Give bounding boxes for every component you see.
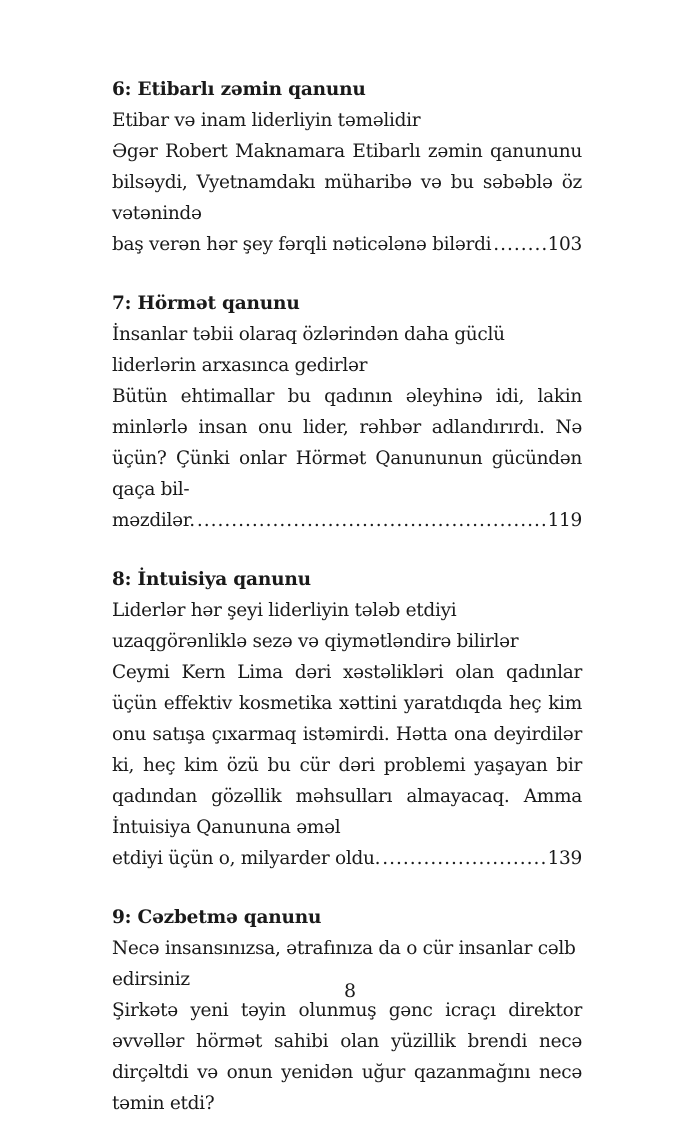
leader-dots (197, 505, 546, 536)
law-subtitle: Etibar və inam liderliyin təməlidir (112, 110, 421, 131)
law-description-end: məzdilər. (112, 510, 195, 531)
toc-leader-line (112, 505, 582, 536)
law-subtitle: Necə insansınızsa, ətrafınıza da o cür insanlar cəlb edirsiniz (112, 938, 576, 990)
law-title: 9: Cəzbetmə qanunu (112, 907, 322, 928)
law-description: Bütün ehtimallar bu qadının əleyhinə idi, lakin minlərlə insan onu lider, rəhbər adlandırırdı. Nə üçün? Çünki onlar Hörmət Qanununun gücündən qaça bil- (112, 386, 582, 500)
law-description: Ceymi Kern Lima dəri xəstəlikləri olan qadınlar üçün effektiv kosmetika xəttini yaratdıqda heç kim onu satışa çıxarmaq istəmirdi. Hətta ona deyirdilər ki, heç kim özü bu cür dəri problemi yaşayan bir qadından gözəllik məhsulları almayacaq. Amma İntuisiya Qanununa əməl (112, 662, 582, 838)
toc-page-ref: 139 (547, 848, 582, 869)
toc-page-ref: 119 (547, 510, 582, 531)
toc-page-ref: 103 (547, 234, 582, 255)
law-description: Şirkətə yeni təyin olunmuş gənc icraçı direktor əvvəllər hörmət sahibi olan yüzillik brendi necə dirçəltdi və onun yenidən uğur qazanmağını necə təmin etdi? (112, 1000, 582, 1114)
toc-entry-6 (112, 74, 582, 260)
law-title: 8: İntuisiya qanunu (112, 569, 311, 590)
leader-dots (493, 229, 545, 260)
law-title: 6: Etibarlı zəmin qanunu (112, 79, 366, 100)
toc-leader-line (112, 843, 582, 874)
law-description: Əgər Robert Maknamara Etibarlı zəmin qanununu bilsəydi, Vyetnamdakı müharibə və bu səbəblə öz vətənində (112, 141, 582, 224)
page-number: 8 (343, 980, 357, 1002)
law-subtitle: Liderlər hər şeyi liderliyin tələb etdiyi uzaqgörənliklə sezə və qiymətləndirə bilirlər (112, 600, 519, 652)
toc-entry-9 (112, 902, 582, 1119)
law-subtitle: İnsanlar təbii olaraq özlərindən daha güclü liderlərin arxasınca gedirlər (112, 324, 505, 376)
law-description-end: baş verən hər şey fərqli nəticələnə bilərdi (112, 234, 492, 255)
leader-dots (382, 843, 545, 874)
toc-entry-7 (112, 288, 582, 536)
toc-entry-8 (112, 564, 582, 874)
toc-leader-line (112, 229, 582, 260)
law-description-end: etdiyi üçün o, milyarder oldu. (112, 848, 381, 869)
law-title: 7: Hörmət qanunu (112, 293, 300, 314)
